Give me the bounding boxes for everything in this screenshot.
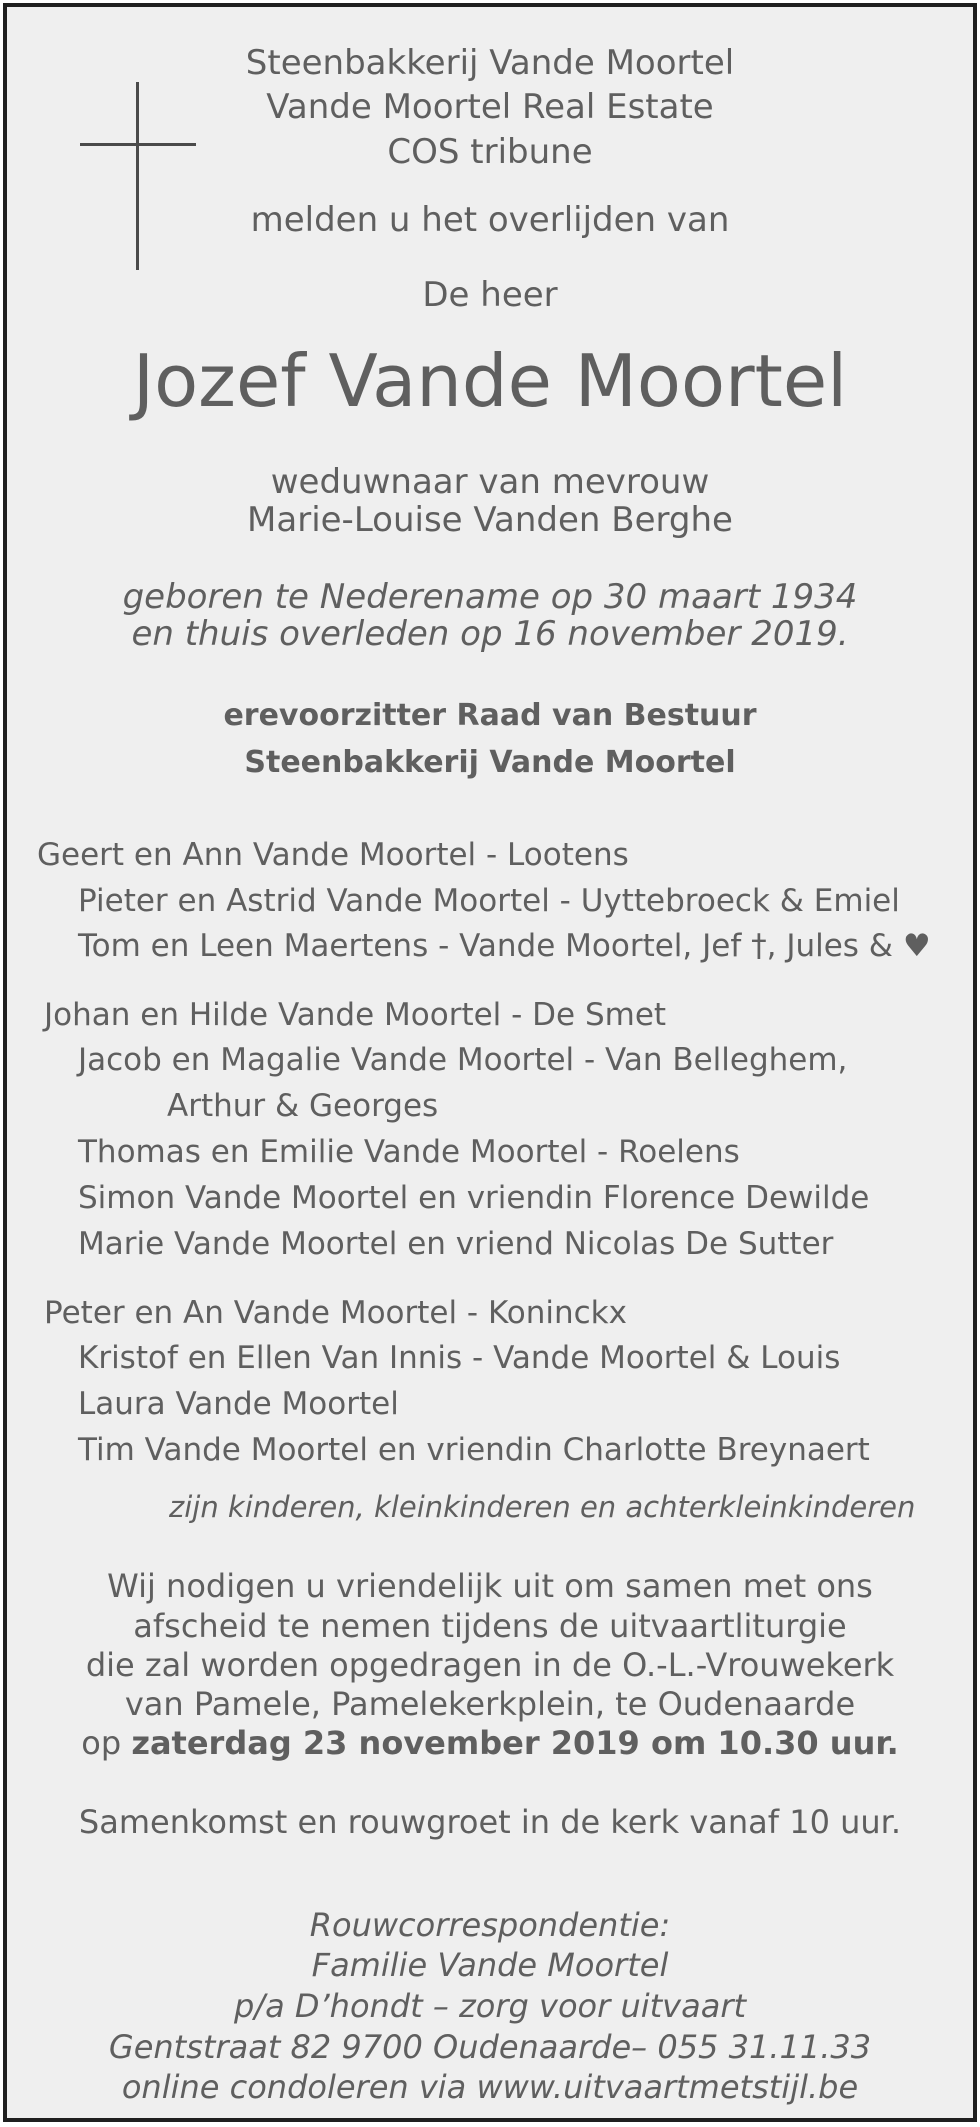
family-member: Tim Vande Moortel en vriendin Charlotte Breynaert xyxy=(78,1432,870,1468)
family-head-1: Geert en Ann Vande Moortel - Lootens xyxy=(37,837,629,873)
company-name-2: Vande Moortel Real Estate xyxy=(266,87,714,127)
widower-line-1: weduwnaar van mevrouw xyxy=(270,462,710,502)
ceremony-line-2: afscheid te nemen tijdens de uitvaartliturgie xyxy=(133,1607,847,1645)
family-head-3: Peter en An Vande Moortel - Koninckx xyxy=(44,1295,627,1331)
company-name-1: Steenbakkerij Vande Moortel xyxy=(245,43,735,83)
correspondence-label: Rouwcorrespondentie: xyxy=(309,1906,671,1944)
ceremony-date-line xyxy=(7,1724,973,1762)
family-member-continuation: Arthur & Georges xyxy=(167,1088,439,1124)
role-line-1: erevoorzitter Raad van Bestuur xyxy=(223,698,757,733)
death-line: en thuis overleden op 16 november 2019. xyxy=(131,614,849,654)
title-prefix: De heer xyxy=(422,275,558,315)
correspondence-address: Gentstraat 82 9700 Oudenaarde– 055 31.11.33 xyxy=(108,2028,872,2066)
ceremony-date-prefix: op xyxy=(81,1724,122,1762)
family-member: Tom en Leen Maertens - Vande Moortel, Jef †, Jules & ♥ xyxy=(78,928,931,964)
role-line-2: Steenbakkerij Vande Moortel xyxy=(244,745,736,780)
family-member: Jacob en Magalie Vande Moortel - Van Belleghem, xyxy=(78,1042,848,1078)
ceremony-date: zaterdag 23 november 2019 om 10.30 uur. xyxy=(131,1724,899,1762)
family-member: Thomas en Emilie Vande Moortel - Roelens xyxy=(78,1134,740,1170)
family-member: Kristof en Ellen Van Innis - Vande Moortel & Louis xyxy=(78,1340,841,1376)
correspondence-family: Familie Vande Moortel xyxy=(311,1946,669,1984)
ceremony-line-4: van Pamele, Pamelekerkplein, te Oudenaarde xyxy=(124,1685,856,1723)
family-member: Laura Vande Moortel xyxy=(78,1386,399,1422)
ceremony-line-3: die zal worden opgedragen in de O.-L.-Vrouwekerk xyxy=(85,1646,895,1684)
announcement-text: melden u het overlijden van xyxy=(250,200,730,240)
family-signature: zijn kinderen, kleinkinderen en achterkleinkinderen xyxy=(169,1490,916,1524)
widower-line-2: Marie-Louise Vanden Berghe xyxy=(247,500,733,540)
ceremony-line-1: Wij nodigen u vriendelijk uit om samen met ons xyxy=(107,1567,873,1605)
correspondence-care-of: p/a D’hondt – zorg voor uitvaart xyxy=(233,1987,747,2025)
family-member: Simon Vande Moortel en vriendin Florence Dewilde xyxy=(78,1180,870,1216)
deceased-name: Jozef Vande Moortel xyxy=(132,339,848,423)
birth-line: geboren te Nederename op 30 maart 1934 xyxy=(122,577,858,617)
family-member: Marie Vande Moortel en vriend Nicolas De Sutter xyxy=(78,1226,834,1262)
online-condolence-link[interactable]: online condoleren via www.uitvaartmetstijl.be xyxy=(121,2068,859,2106)
family-head-2: Johan en Hilde Vande Moortel - De Smet xyxy=(44,997,667,1033)
obituary-card xyxy=(3,3,977,2122)
family-member: Pieter en Astrid Vande Moortel - Uyttebroeck & Emiel xyxy=(78,883,900,919)
company-name-3: COS tribune xyxy=(387,132,593,172)
gathering-text: Samenkomst en rouwgroet in de kerk vanaf 10 uur. xyxy=(78,1803,902,1841)
